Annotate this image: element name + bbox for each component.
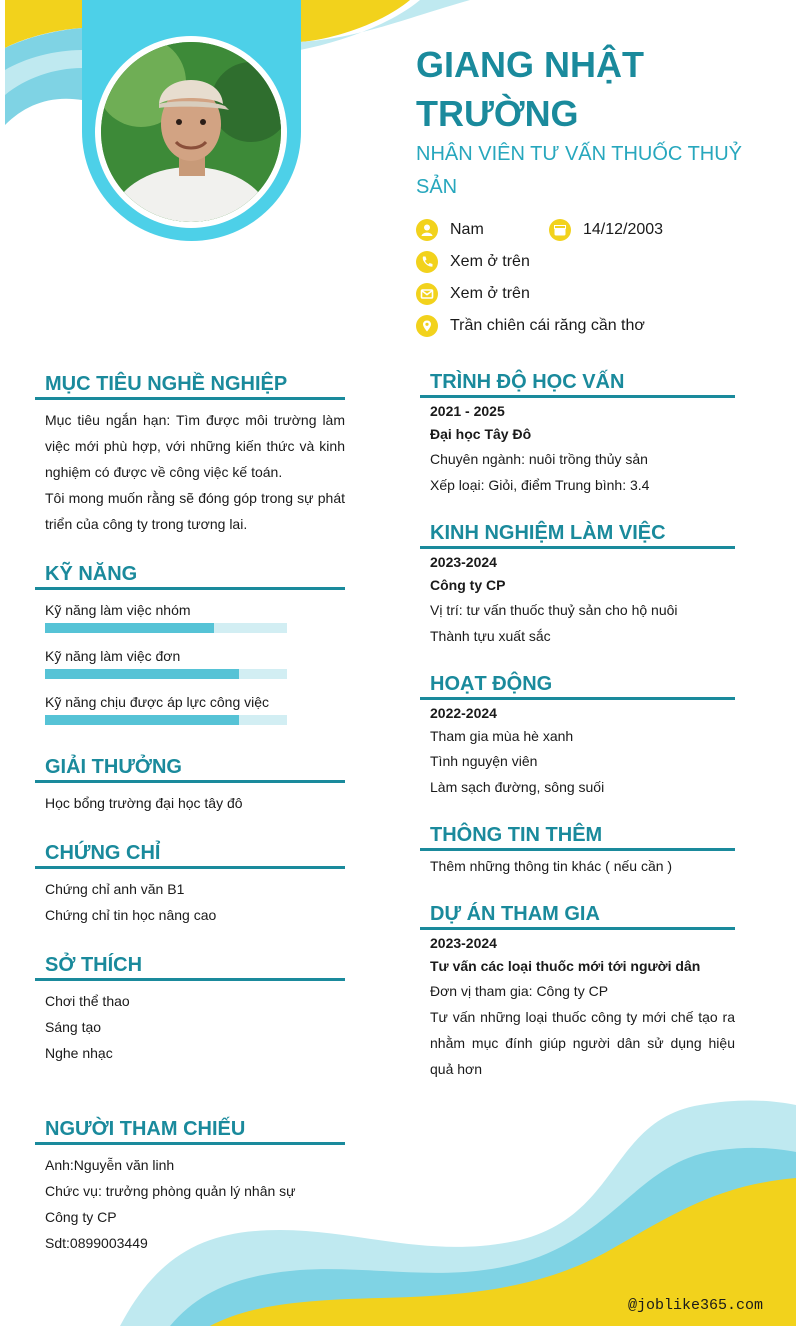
phone-row bbox=[416, 251, 530, 273]
user-icon bbox=[416, 219, 438, 241]
candidate-name: GIANG NHẬT TRƯỜNG bbox=[416, 44, 644, 134]
project-period: 2023-2024 bbox=[430, 935, 497, 951]
project-name: Tư vấn các loại thuốc mới tới người dân bbox=[430, 958, 701, 974]
reference-name: Anh:Nguyễn văn linh bbox=[45, 1157, 175, 1173]
hobbies-title: SỞ THÍCH bbox=[35, 952, 345, 981]
hobby-item-2: Sáng tạo bbox=[45, 1019, 102, 1035]
certificate-item-1: Chứng chỉ anh văn B1 bbox=[45, 881, 185, 897]
projects-title: DỰ ÁN THAM GIA bbox=[420, 901, 735, 930]
email-value[interactable]: Xem ở trên bbox=[450, 285, 530, 302]
certificate-item-2: Chứng chỉ tin học nâng cao bbox=[45, 907, 217, 923]
reference-role: Chức vụ: trưởng phòng quản lý nhân sự bbox=[45, 1183, 296, 1199]
experience-role: Vị trí: tư vấn thuốc thuỷ sản cho hộ nuôi bbox=[430, 602, 678, 618]
education-grade: Xếp loại: Giỏi, điểm Trung bình: 3.4 bbox=[430, 477, 650, 493]
job-title: NHÂN VIÊN TƯ VẤN THUỐC THUỶ SẢN bbox=[416, 143, 743, 198]
activity-item-3: Làm sạch đường, sông suối bbox=[430, 779, 605, 795]
skill-bar-2 bbox=[45, 669, 287, 679]
extra-title: THÔNG TIN THÊM bbox=[420, 822, 735, 851]
reference-company: Công ty CP bbox=[45, 1209, 117, 1225]
experience-achievement: Thành tựu xuất sắc bbox=[430, 628, 551, 644]
extra-text: Thêm những thông tin khác ( nếu cần ) bbox=[430, 858, 673, 874]
certificates-title: CHỨNG CHỈ bbox=[35, 840, 345, 869]
objective-para-1: Mục tiêu ngắn hạn: Tìm được môi trường làm việc mới phù hợp, với những kiến thức và kinh nghiệm có được về công việc kế toán. bbox=[45, 412, 345, 480]
education-school: Đại học Tây Đô bbox=[430, 426, 532, 442]
email-row bbox=[416, 283, 530, 305]
location-icon bbox=[416, 315, 438, 337]
phone-icon bbox=[416, 251, 438, 273]
project-unit: Đơn vị tham gia: Công ty CP bbox=[430, 983, 609, 999]
birthday-value: 14/12/2003 bbox=[583, 221, 664, 238]
skills-title: KỸ NĂNG bbox=[35, 561, 345, 590]
skill-label-2: Kỹ năng làm việc đơn bbox=[45, 648, 181, 664]
skill-label-3: Kỹ năng chịu được áp lực công việc bbox=[45, 694, 270, 710]
birthday-row bbox=[549, 219, 663, 241]
education-major: Chuyên ngành: nuôi trồng thủy sản bbox=[430, 451, 648, 467]
reference-phone: Sdt:0899003449 bbox=[45, 1235, 148, 1251]
avatar bbox=[101, 42, 281, 222]
award-item-1: Học bổng trường đại học tây đô bbox=[45, 795, 243, 811]
activity-item-2: Tình nguyện viên bbox=[430, 753, 538, 769]
objective-title: MỤC TIÊU NGHỀ NGHIỆP bbox=[35, 371, 345, 400]
activities-title: HOẠT ĐỘNG bbox=[420, 671, 735, 700]
calendar-icon bbox=[549, 219, 571, 241]
references-title: NGƯỜI THAM CHIẾU bbox=[35, 1116, 345, 1145]
activity-item-1: Tham gia mùa hè xanh bbox=[430, 728, 574, 744]
education-title: TRÌNH ĐỘ HỌC VẤN bbox=[420, 369, 735, 398]
address-row bbox=[416, 315, 645, 337]
project-description: Tư vấn những loại thuốc công ty mới chế tạo ra nhằm mục đính giúp người dân sử dụng hiệu quả hơn bbox=[430, 1009, 735, 1077]
experience-period: 2023-2024 bbox=[430, 554, 497, 570]
experience-company: Công ty CP bbox=[430, 577, 506, 593]
mail-icon bbox=[416, 283, 438, 305]
gender-row bbox=[416, 219, 484, 241]
gender-value: Nam bbox=[450, 221, 484, 238]
hobby-item-3: Nghe nhạc bbox=[45, 1045, 113, 1061]
skill-bar-3 bbox=[45, 715, 287, 725]
activities-period: 2022-2024 bbox=[430, 705, 497, 721]
footer-handle: @joblike365.com bbox=[627, 1297, 763, 1314]
hobby-item-1: Chơi thể thao bbox=[45, 993, 130, 1009]
skill-bar-1 bbox=[45, 623, 287, 633]
experience-title: KINH NGHIỆM LÀM VIỆC bbox=[420, 520, 735, 549]
objective-para-2: Tôi mong muốn rằng sẽ đóng góp trong sự phát triển của công ty trong tương lai. bbox=[45, 490, 345, 532]
skill-label-1: Kỹ năng làm việc nhóm bbox=[45, 602, 191, 618]
awards-title: GIẢI THƯỞNG bbox=[35, 754, 345, 783]
education-period: 2021 - 2025 bbox=[430, 403, 505, 419]
phone-value[interactable]: Xem ở trên bbox=[450, 253, 530, 270]
address-value: Trần chiên cái răng cần thơ bbox=[450, 317, 645, 334]
